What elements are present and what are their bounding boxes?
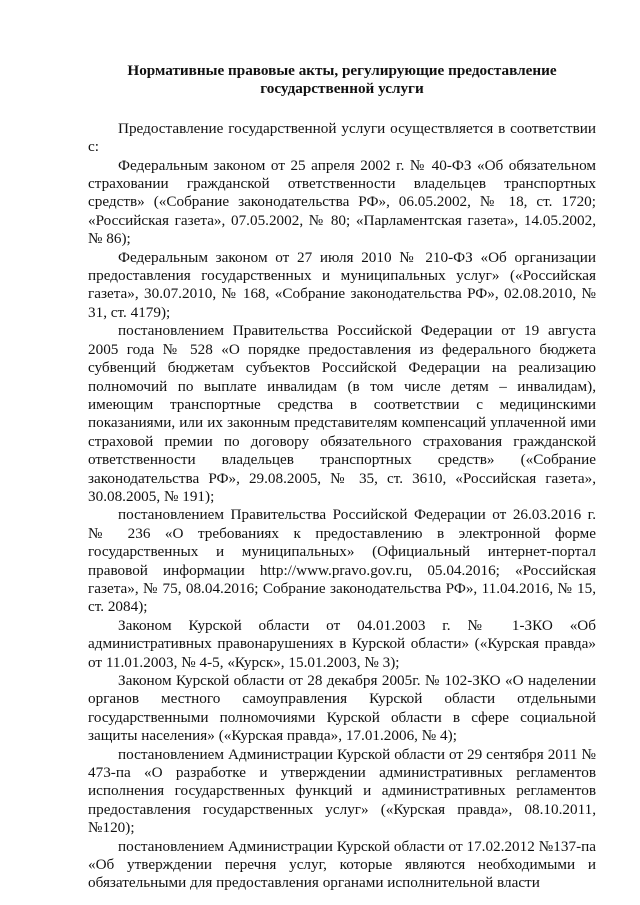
paragraph-kursk-decree-473: постановлением Администрации Курской области от 29 сентября 2011 № 473-па «О разработке и утверждении административных регламентов исполнения государственных функций и административных регламентов предоставления государственных услуг» («Курская правда», 08.10.2011, №120); xyxy=(88,745,596,837)
document-title xyxy=(88,62,596,99)
title-line-2: государственной услуги xyxy=(260,80,424,98)
paragraph-federal-law-210: Федеральным законом от 27 июля 2010 № 210-ФЗ «Об организации предоставления государственных и муниципальных услуг» («Российская газета», 30.07.2010, № 168, «Собрание законодательства РФ», 02.08.2010, № 31, ст. 4179); xyxy=(88,248,596,321)
paragraph-kursk-law-1: Законом Курской области от 04.01.2003 г. № 1-ЗКО «Об административных правонарушениях в Курской области» («Курская правда» от 11.01.2003, № 4-5, «Курск», 15.01.2003, № 3); xyxy=(88,616,596,671)
paragraph-kursk-law-102: Законом Курской области от 28 декабря 2005г. № 102-ЗКО «О наделении органов местного самоуправления Курской области отдельными государственными полномочиями Курской области в сфере социальной защиты населения» («Курская правда», 17.01.2006, № 4); xyxy=(88,672,596,745)
title-line-1: Нормативные правовые акты, регулирующие предоставление xyxy=(127,62,557,79)
paragraph-government-decree-236: постановлением Правительства Российской Федерации от 26.03.2016 г. № 236 «О требованиях к предоставлению в электронной форме государственных и муниципальных» (Официальный интернет-портал правовой информации http://www.pravo.gov.ru, 05.04.2016; «Российская газета», № 75, 08.04.2016; Собрание законодательства РФ», 11.04.2016, № 15, ст. 2084); xyxy=(88,506,596,616)
document-page xyxy=(88,62,596,893)
paragraph-government-decree-528: постановлением Правительства Российской Федерации от 19 августа 2005 года № 528 «О порядке предоставления из федерального бюджета субвенций бюджетам субъектов Российской Федерации на реализацию полномочий по выплате инвалидам (в том числе детям – инвалидам), имеющим транспортные средства в соответствии с медицинскими показаниями, или их законным представителям компенсаций уплаченной ими страховой премии по договору обязательного страхования гражданской ответственности владельцев транспортных средств» («Собрание законодательства РФ», 29.08.2005, № 35, ст. 3610, «Российская газета», 30.08.2005, № 191); xyxy=(88,322,596,505)
paragraph-kursk-decree-137: постановлением Администрации Курской области от 17.02.2012 №137-па «Об утверждении перечня услуг, которые являются необходимыми и обязательными для предоставления органами исполнительной власти xyxy=(88,837,596,892)
paragraph-intro: Предоставление государственной услуги осуществляется в соответствии с: xyxy=(88,119,596,156)
paragraph-federal-law-40: Федеральным законом от 25 апреля 2002 г. № 40-ФЗ «Об обязательном страховании гражданской ответственности владельцев транспортных средств» («Собрание законодательства РФ», 06.05.2002, № 18, ст. 1720; «Российская газета», 07.05.2002, № 80; «Парламентская газета», 14.05.2002, № 86); xyxy=(88,156,596,248)
